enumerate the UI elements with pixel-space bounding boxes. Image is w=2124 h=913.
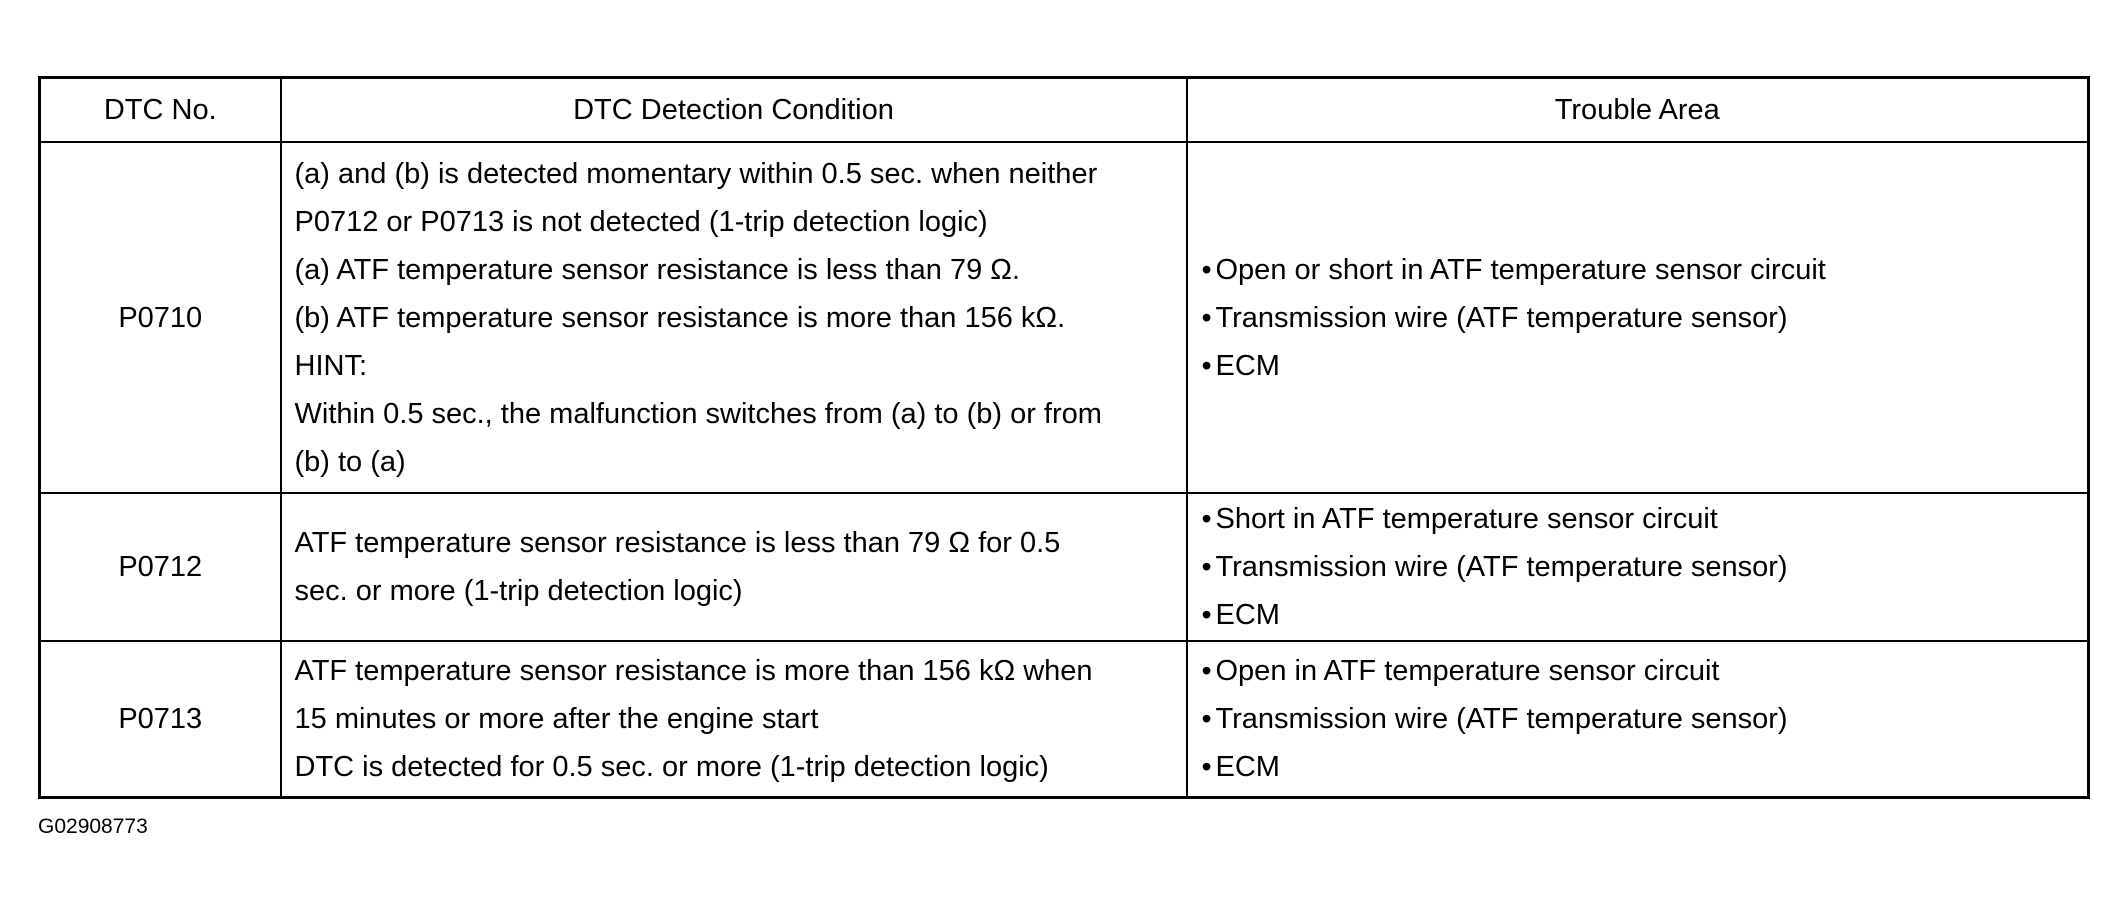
detection-condition: [281, 641, 1187, 798]
table-header-row: [40, 78, 2089, 143]
bullet-icon: •: [1201, 301, 1212, 334]
trouble-area-item: • Transmission wire (ATF temperature sensor): [1202, 695, 2088, 743]
condition-line: (b) to (a): [294, 445, 406, 478]
condition-line: Within 0.5 sec., the malfunction switches from (a) to (b) or from: [294, 397, 1102, 430]
dtc-code: P0712: [40, 493, 281, 641]
condition-line: P0712 or P0713 is not detected (1-trip detection logic): [294, 205, 988, 238]
trouble-area-item: • ECM: [1202, 342, 2088, 390]
trouble-area-item: • Transmission wire (ATF temperature sensor): [1202, 543, 2088, 591]
dtc-code: P0710: [40, 142, 281, 493]
bullet-icon: •: [1201, 655, 1212, 687]
trouble-area-item: • Open or short in ATF temperature sensor circuit: [1202, 246, 2088, 294]
detection-condition: [281, 142, 1187, 493]
condition-line: (a) ATF temperature sensor resistance is less than 79 Ω.: [294, 253, 1020, 286]
bullet-icon: •: [1201, 551, 1212, 583]
trouble-area-item: • ECM: [1202, 591, 2088, 639]
header-detection-condition: DTC Detection Condition: [281, 78, 1187, 143]
trouble-area: [1187, 142, 2089, 493]
bullet-icon: •: [1201, 503, 1212, 535]
condition-line: HINT:: [294, 349, 367, 382]
condition-line: ATF temperature sensor resistance is more than 156 kΩ when: [294, 655, 1093, 687]
trouble-area-item: • Short in ATF temperature sensor circuit: [1202, 495, 2088, 543]
trouble-area: [1187, 493, 2089, 641]
condition-line: ATF temperature sensor resistance is less than 79 Ω for 0.5: [294, 527, 1061, 559]
condition-line: (b) ATF temperature sensor resistance is more than 156 kΩ.: [294, 301, 1066, 334]
condition-line: 15 minutes or more after the engine start: [294, 703, 819, 735]
table-row: [40, 493, 2089, 641]
condition-line: DTC is detected for 0.5 sec. or more (1-trip detection logic): [294, 751, 1049, 783]
dtc-table: [38, 76, 2090, 799]
trouble-area-item: • Open in ATF temperature sensor circuit: [1202, 647, 2088, 695]
header-trouble-area: Trouble Area: [1187, 78, 2089, 143]
bullet-icon: •: [1201, 599, 1212, 631]
trouble-area-item: • Transmission wire (ATF temperature sensor): [1202, 294, 2088, 342]
condition-line: (a) and (b) is detected momentary within 0.5 sec. when neither: [294, 157, 1098, 190]
condition-line: sec. or more (1-trip detection logic): [294, 575, 743, 607]
trouble-area-item: • ECM: [1202, 743, 2088, 791]
bullet-icon: •: [1201, 703, 1212, 735]
table-row: [40, 641, 2089, 798]
detection-condition: [281, 493, 1187, 641]
bullet-icon: •: [1201, 253, 1212, 286]
table-row: [40, 142, 2089, 493]
figure-id: G02908773: [38, 815, 148, 838]
trouble-area: [1187, 641, 2089, 798]
bullet-icon: •: [1201, 349, 1212, 382]
header-dtc-no: DTC No.: [40, 78, 281, 143]
dtc-code: P0713: [40, 641, 281, 798]
bullet-icon: •: [1201, 751, 1212, 783]
